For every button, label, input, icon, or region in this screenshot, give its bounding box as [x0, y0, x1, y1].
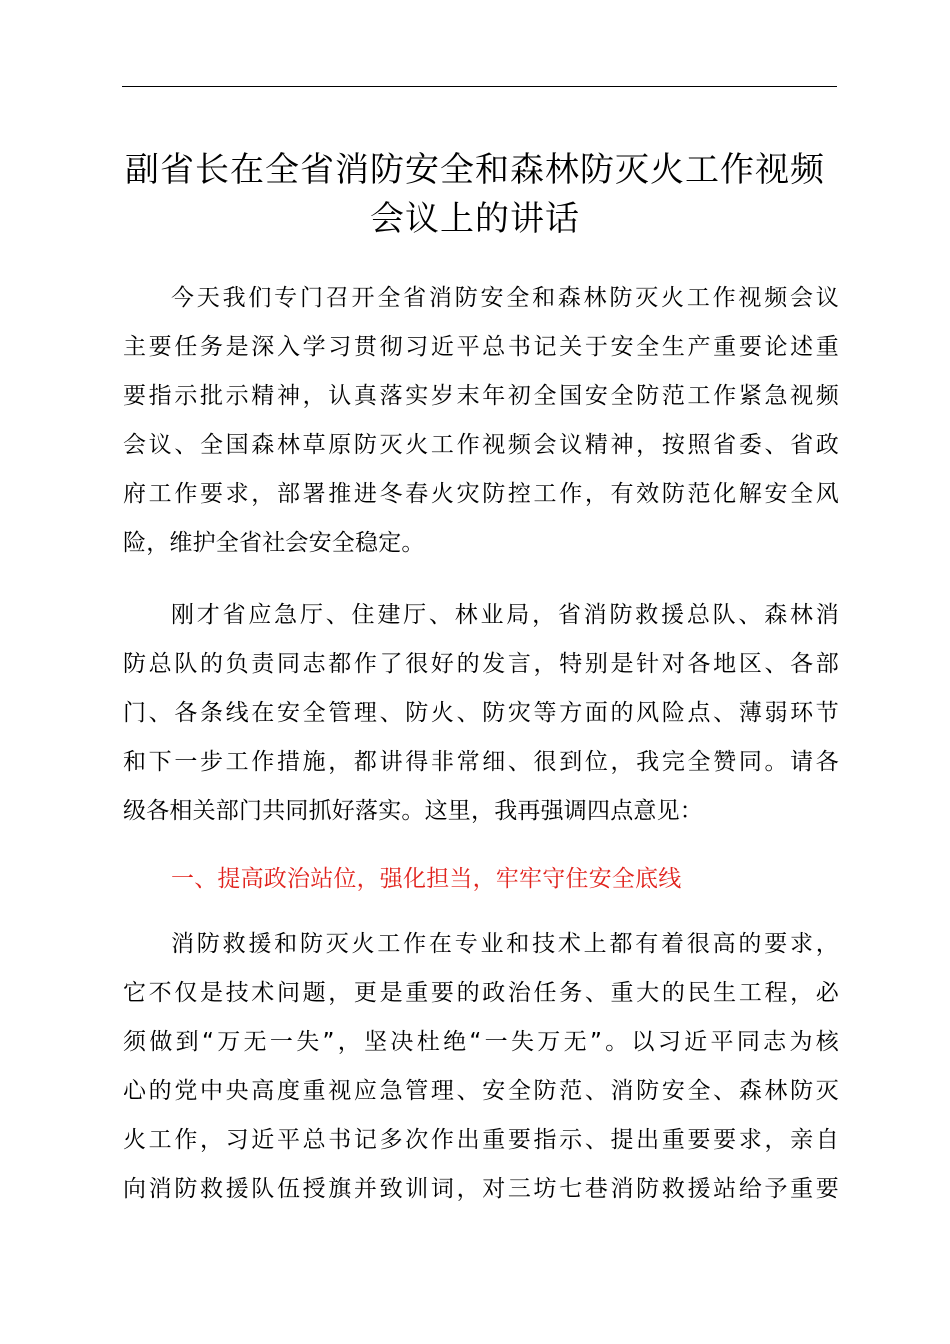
paragraph-2-line-5: 级各相关部门共同抓好落实。这里，我再强调四点意见：	[123, 798, 703, 824]
paragraph-3-line-6: 向消防救援队伍授旗并致训词，对三坊七巷消防救援站给予重要	[123, 1176, 839, 1202]
paragraph-2-line-4: 和下一步工作措施，都讲得非常细、很到位，我完全赞同。请各	[123, 749, 839, 775]
title-line-1: 副省长在全省消防安全和森林防灭火工作视频	[125, 150, 825, 190]
paragraph-3-line-1: 消防救援和防灭火工作在专业和技术上都有着很高的要求，	[171, 931, 839, 957]
paragraph-3-line-4: 心的党中央高度重视应急管理、安全防范、消防安全、森林防灭	[123, 1078, 839, 1104]
paragraph-3-line-3: 须做到“万无一失”，坚决杜绝“一失万无”。以习近平同志为核	[123, 1029, 839, 1055]
paragraph-2-line-2: 防总队的负责同志都作了很好的发言，特别是针对各地区、各部	[123, 651, 839, 677]
paragraph-1-line-1: 今天我们专门召开全省消防安全和森林防灭火工作视频会议	[171, 285, 839, 311]
paragraph-3-line-5: 火工作，习近平总书记多次作出重要指示、提出重要要求，亲自	[123, 1127, 839, 1153]
header-rule	[122, 86, 837, 87]
paragraph-1-line-3: 要指示批示精神，认真落实岁末年初全国安全防范工作紧急视频	[123, 383, 839, 409]
document-title	[100, 146, 850, 244]
section-1-heading: 一、提高政治站位，强化担当，牢牢守住安全底线	[171, 866, 682, 892]
paragraph-2-line-1: 刚才省应急厅、住建厅、林业局，省消防救援总队、森林消	[171, 602, 839, 628]
paragraph-2-line-3: 门、各条线在安全管理、防火、防灾等方面的风险点、薄弱环节	[123, 700, 839, 726]
paragraph-1	[123, 274, 839, 568]
paragraph-1-line-2: 主要任务是深入学习贯彻习近平总书记关于安全生产重要论述重	[123, 334, 839, 360]
paragraph-2	[123, 591, 839, 836]
paragraph-1-line-6: 险，维护全省社会安全稳定。	[123, 530, 425, 556]
paragraph-3	[123, 920, 839, 1214]
title-line-2: 会议上的讲话	[370, 199, 580, 239]
paragraph-1-line-5: 府工作要求，部署推进冬春火灾防控工作，有效防范化解安全风	[123, 481, 839, 507]
paragraph-1-line-4: 会议、全国森林草原防灭火工作视频会议精神，按照省委、省政	[123, 432, 839, 458]
paragraph-3-line-2: 它不仅是技术问题，更是重要的政治任务、重大的民生工程，必	[123, 980, 839, 1006]
